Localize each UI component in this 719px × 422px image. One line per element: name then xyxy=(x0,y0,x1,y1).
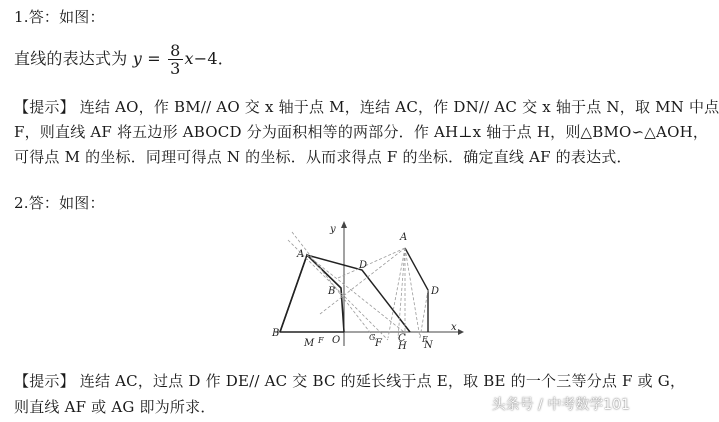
label-B-mid: B xyxy=(328,286,336,297)
label-F-right: F xyxy=(375,338,382,349)
q2-hint-line-1: 【提示】 连结 AC，过点 D 作 DE// AC 交 BC 的延长线于点 E，取 BE 的一个三等分点 F 或 G， xyxy=(14,372,686,390)
q1-eq-denominator: 3 xyxy=(170,59,181,78)
q1-eq-fraction xyxy=(168,42,182,77)
label-O: O xyxy=(332,335,341,346)
label-G: G xyxy=(369,333,376,342)
label-B-left: B xyxy=(272,328,280,339)
label-D-right: D xyxy=(431,286,440,297)
label-x: x xyxy=(451,322,457,333)
q1-equation xyxy=(14,42,234,77)
label-E: E xyxy=(422,335,428,344)
label-y: y xyxy=(330,224,336,235)
q1-eq-y: y xyxy=(132,49,142,68)
q1-eq-tail: −4． xyxy=(193,49,234,68)
q1-hint-line-1: 【提示】 连结 AO，作 BM// AO 交 x 轴于点 M，连结 AC，作 DN// AC 交 x 轴于点 N，取 MN 中点 xyxy=(14,98,719,116)
watermark: 头条号 / 中考数学101 xyxy=(491,397,630,413)
label-N: N xyxy=(424,340,433,351)
q1-eq-equals: = xyxy=(141,49,167,68)
q1-eq-numerator: 8 xyxy=(170,41,181,60)
auxiliary-lines xyxy=(288,232,428,340)
label-A-left: A xyxy=(297,249,305,260)
q2-hint-line-2: 则直线 AF 或 AG 即为所求． xyxy=(14,398,216,416)
q1-hint-line-3: 可得点 M 的坐标．同理可得点 N 的坐标．从而求得点 F 的坐标．确定直线 AF 的表达式． xyxy=(14,148,632,166)
q1-hint-line-2: F，则直线 AF 将五边形 ABOCD 分为面积相等的两部分．作 AH⊥x 轴于点 H，则△BMO∽△AOH， xyxy=(14,123,709,141)
geometry-figure xyxy=(270,218,470,350)
label-F: F xyxy=(318,336,324,345)
q1-eq-prefix: 直线的表达式为 xyxy=(14,49,128,68)
label-D-mid: D xyxy=(359,260,368,271)
q1-header: 1.答：如图： xyxy=(14,8,105,26)
label-C: C xyxy=(398,333,406,344)
label-H: H xyxy=(398,341,407,352)
x-axis-arrow xyxy=(458,329,464,335)
y-axis-arrow xyxy=(341,221,347,228)
label-A-top: A xyxy=(400,232,408,243)
label-M: M xyxy=(304,338,315,349)
q2-header: 2.答：如图： xyxy=(14,194,105,212)
q1-eq-x: x xyxy=(184,49,194,68)
boundary-ABDE xyxy=(280,255,410,332)
